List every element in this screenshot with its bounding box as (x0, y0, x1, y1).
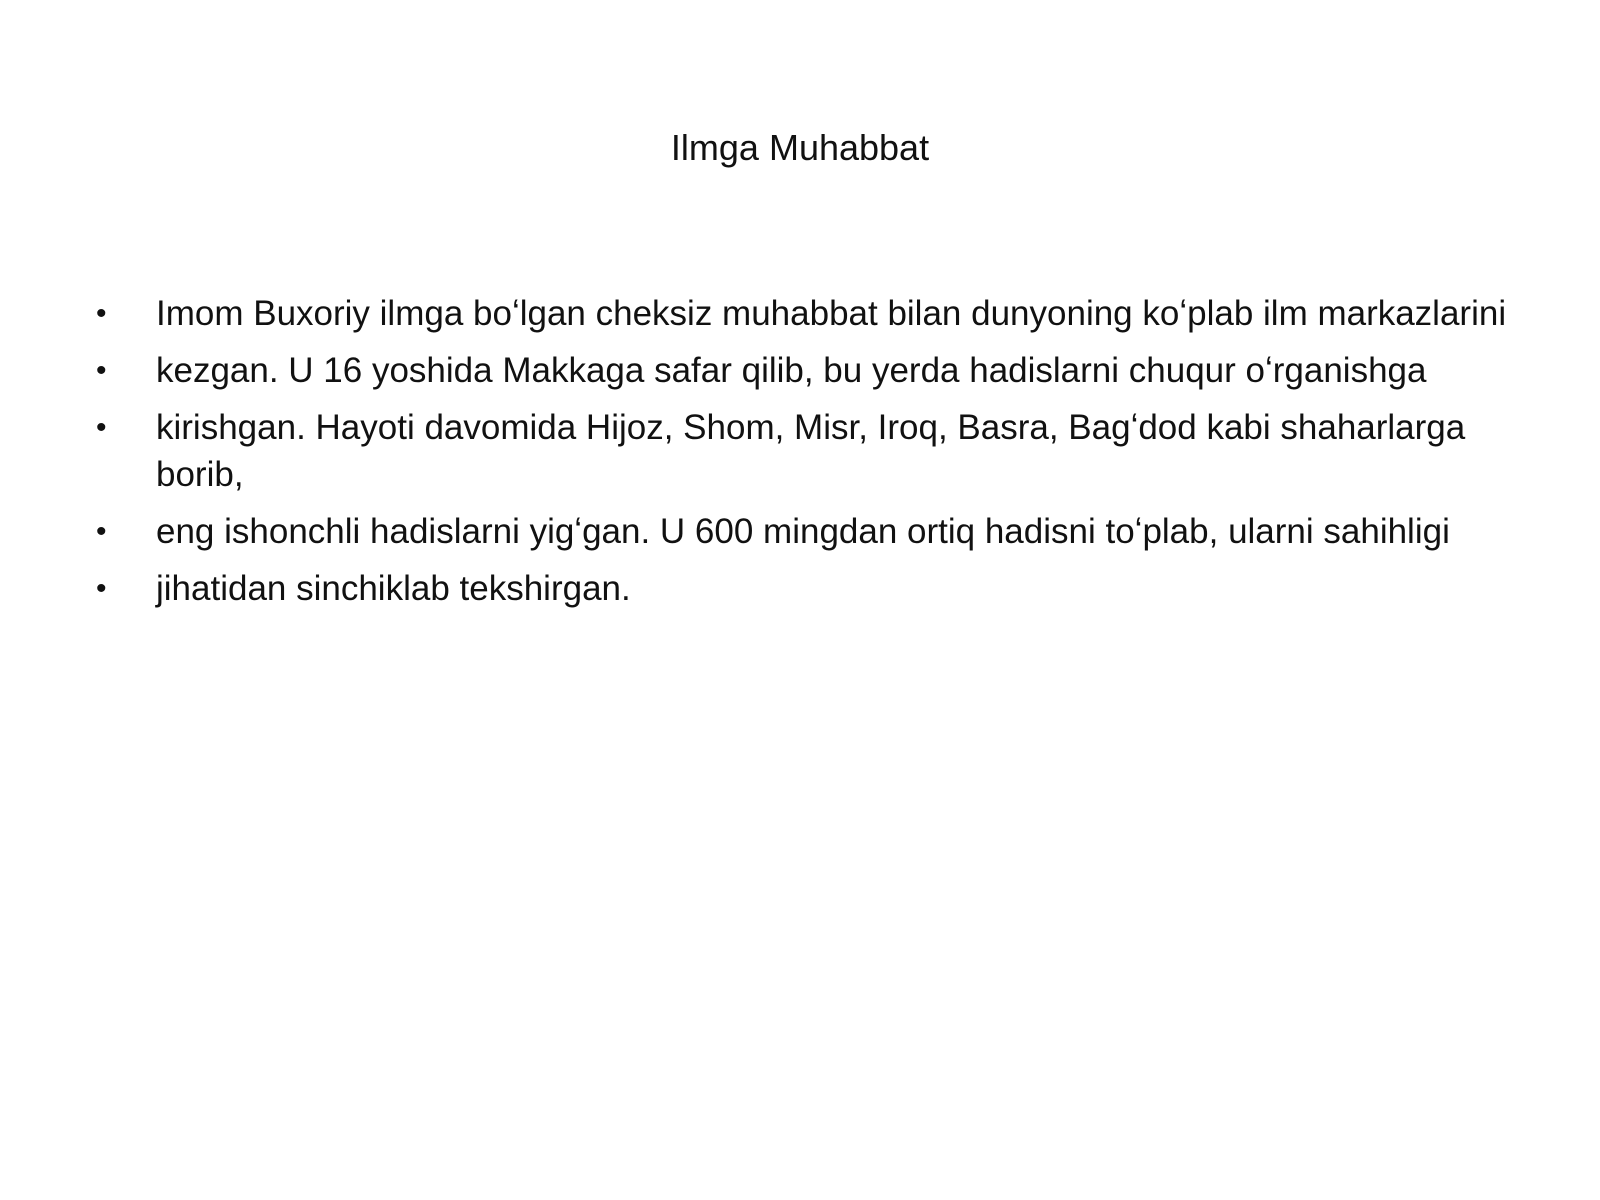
bullet-text: jihatidan sinchiklab tekshirgan. (156, 569, 631, 608)
list-item (96, 347, 1516, 394)
bullet-dot-icon: • (96, 354, 107, 387)
bullet-text: kezgan. U 16 yoshida Makkaga safar qilib, bu yerda hadislarni chuqur oʻrganishga (156, 351, 1427, 390)
slide-title: Ilmga Muhabbat (670, 127, 930, 168)
list-item (96, 290, 1516, 337)
bullet-text: kirishgan. Hayoti davomida Hijoz, Shom, Misr, Iroq, Basra, Bagʻdod kabi shaharlarga borib, (156, 408, 1466, 494)
bullet-text: Imom Buxoriy ilmga boʻlgan cheksiz muhabbat bilan dunyoning koʻplab ilm markazlarini (156, 294, 1507, 333)
bullet-list (96, 290, 1516, 622)
bullet-dot-icon: • (96, 515, 107, 548)
bullet-dot-icon: • (96, 297, 107, 330)
bullet-dot-icon: • (96, 572, 107, 605)
bullet-text: eng ishonchli hadislarni yigʻgan. U 600 mingdan ortiq hadisni toʻplab, ularni sahihligi (156, 512, 1450, 551)
list-item (96, 508, 1516, 555)
list-item (96, 565, 1516, 612)
list-item (96, 404, 1516, 498)
bullet-dot-icon: • (96, 411, 107, 444)
